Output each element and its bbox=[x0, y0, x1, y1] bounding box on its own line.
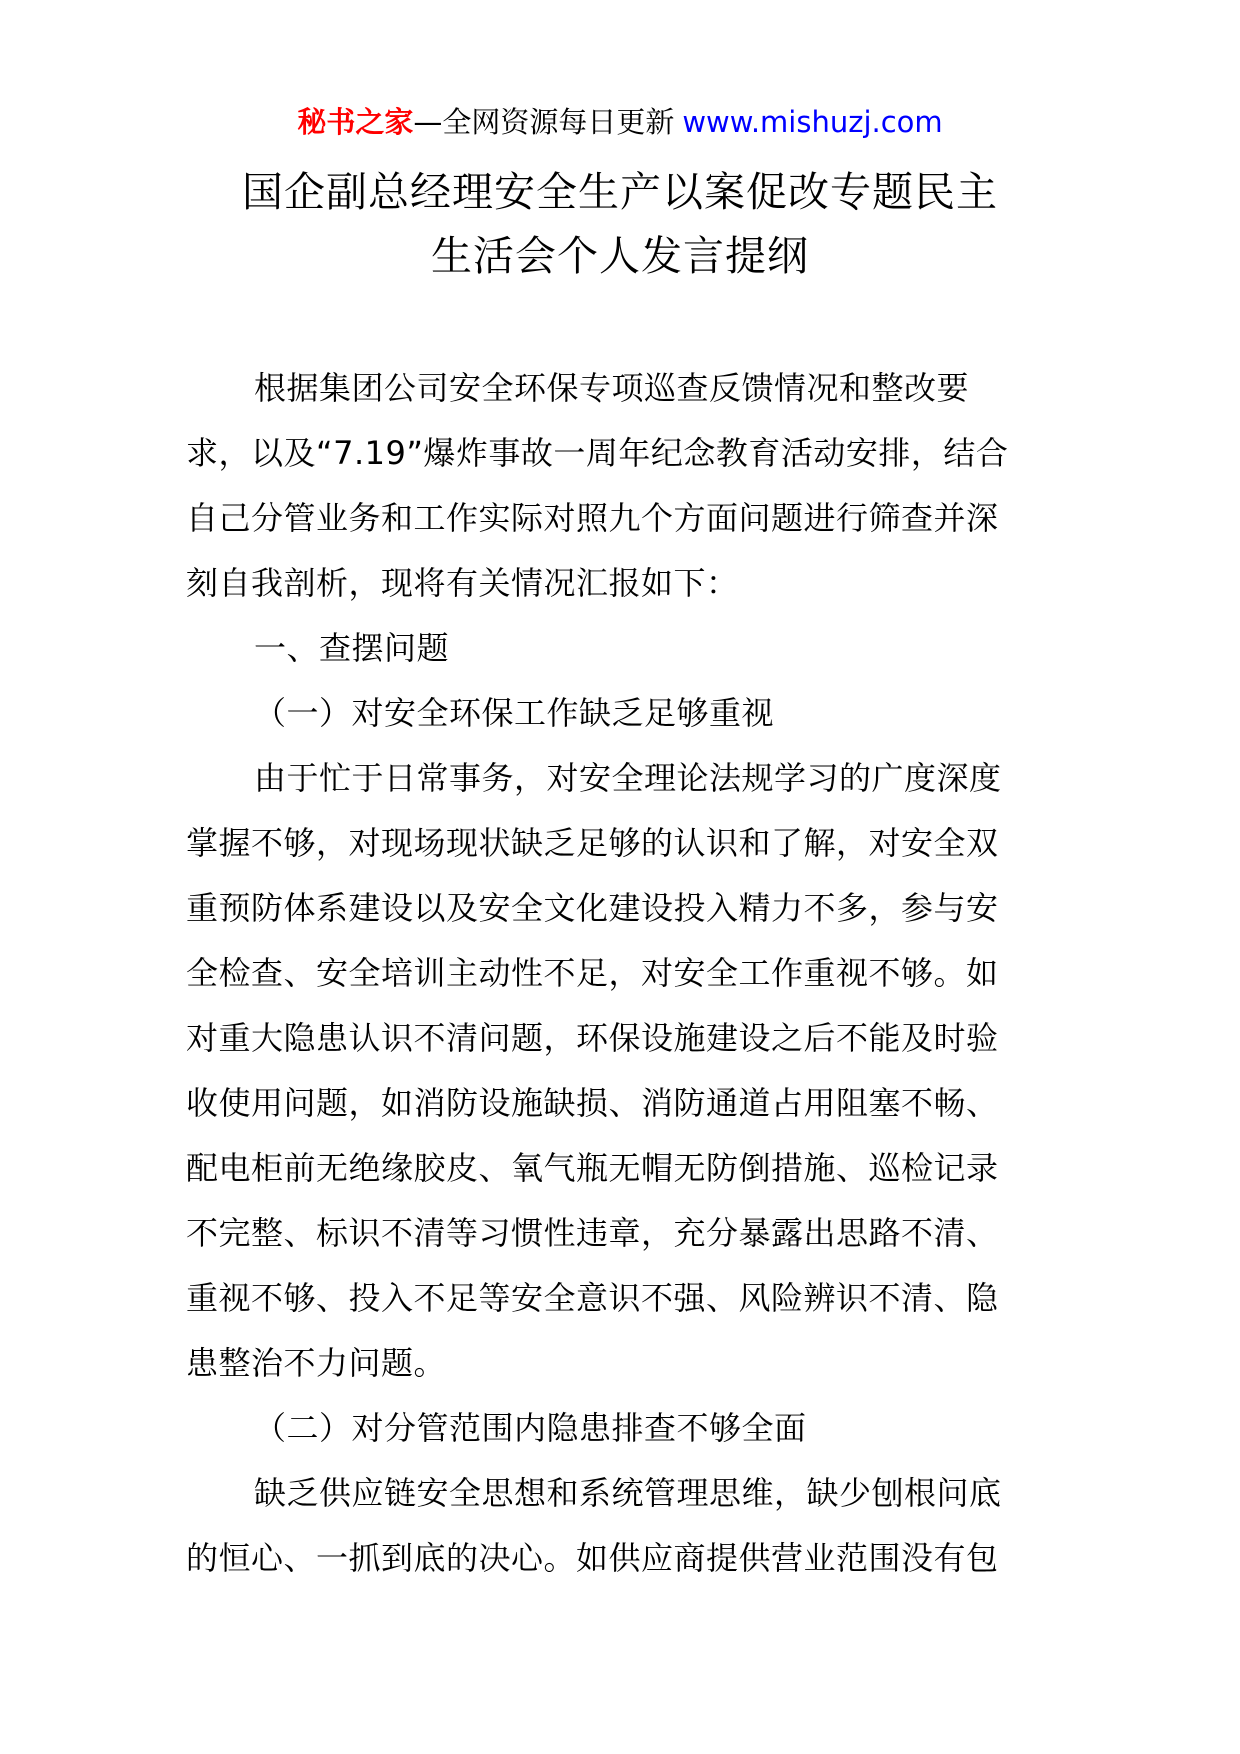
body-line: 重视不够、投入不足等安全意识不强、风险辨识不清、隐 bbox=[186, 1279, 999, 1317]
body-line: 对重大隐患认识不清问题，环保设施建设之后不能及时验 bbox=[186, 1019, 999, 1057]
document-title bbox=[150, 160, 1090, 288]
body-line: 根据集团公司安全环保专项巡查反馈情况和整改要 bbox=[254, 369, 970, 407]
body-line: 自己分管业务和工作实际对照九个方面问题进行筛查并深 bbox=[186, 499, 999, 537]
body-line: 收使用问题，如消防设施缺损、消防通道占用阻塞不畅、 bbox=[186, 1084, 999, 1122]
body-line: 求，以及“7.19”爆炸事故一周年纪念教育活动安排，结合 bbox=[186, 434, 1009, 472]
document-body bbox=[186, 356, 1058, 1591]
body-line: 配电柜前无绝缘胶皮、氧气瓶无帽无防倒措施、巡检记录 bbox=[186, 1149, 999, 1187]
body-line: 不完整、标识不清等习惯性违章，充分暴露出思路不清、 bbox=[186, 1214, 999, 1252]
body-line: 重预防体系建设以及安全文化建设投入精力不多，参与安 bbox=[186, 889, 999, 927]
site-url-link[interactable]: www.mishuzj.com bbox=[682, 105, 943, 139]
title-line-2: 生活会个人发言提纲 bbox=[431, 232, 809, 280]
body-line: 刻自我剖析，现将有关情况汇报如下： bbox=[186, 564, 739, 602]
body-line: 掌握不够，对现场现状缺乏足够的认识和了解，对安全双 bbox=[186, 824, 999, 862]
body-line: 缺乏供应链安全思想和系统管理思维，缺少刨根问底 bbox=[254, 1474, 1002, 1512]
subsection-heading: （二）对分管范围内隐患排查不够全面 bbox=[254, 1409, 807, 1447]
body-line: 患整治不力问题。 bbox=[186, 1344, 447, 1382]
brand-name: 秘书之家 bbox=[297, 105, 414, 139]
body-line: 由于忙于日常事务，对安全理论法规学习的广度深度 bbox=[254, 759, 1002, 797]
site-header bbox=[0, 102, 1240, 142]
section-heading: 一、查摆问题 bbox=[254, 629, 450, 667]
header-tagline: —全网资源每日更新 bbox=[413, 105, 675, 139]
title-line-1: 国企副总经理安全生产以案促改专题民主 bbox=[242, 168, 998, 216]
body-line: 全检查、安全培训主动性不足，对安全工作重视不够。如 bbox=[186, 954, 999, 992]
body-line: 的恒心、一抓到底的决心。如供应商提供营业范围没有包 bbox=[186, 1539, 999, 1577]
subsection-heading: （一）对安全环保工作缺乏足够重视 bbox=[254, 694, 775, 732]
